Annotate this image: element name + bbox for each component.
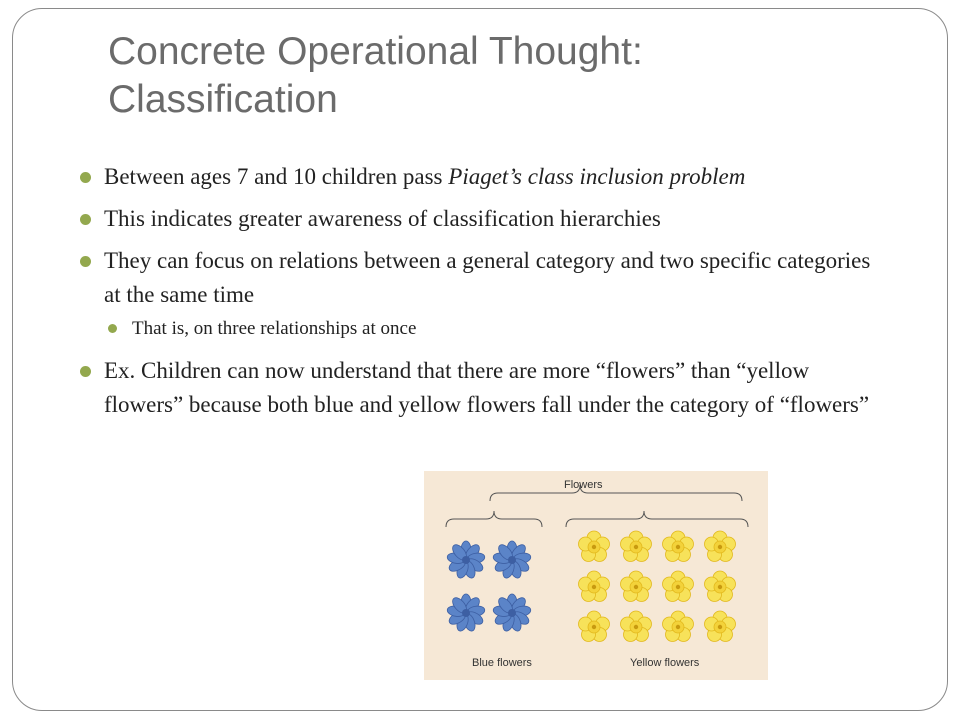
bullet-list: [80, 160, 880, 422]
yellow-flower: [705, 611, 736, 642]
yellow-flowers-label: Yellow flowers: [630, 657, 700, 669]
slide-title: [108, 28, 908, 124]
blue-flower: [446, 541, 485, 580]
yellow-bracket: [566, 511, 748, 527]
bullet-3-text: They can focus on relations between a general category and two specific categories at the same time: [104, 248, 871, 307]
flowers-label: Flowers: [564, 479, 603, 491]
flowers-figure: [424, 471, 768, 680]
blue-flowers-label: Blue flowers: [472, 657, 532, 669]
bullet-relations: [80, 244, 880, 344]
yellow-flower: [705, 571, 736, 602]
blue-flower: [492, 594, 531, 633]
bullet-class-inclusion: [80, 160, 880, 194]
yellow-flower: [705, 531, 736, 562]
yellow-flower: [579, 571, 610, 602]
yellow-flower: [663, 531, 694, 562]
sub-bullet-three-relationships: That is, on three relationships at once: [104, 314, 880, 344]
blue-flower: [446, 594, 485, 633]
yellow-flower: [579, 611, 610, 642]
title-line-2: Classification: [108, 78, 338, 121]
title-line-1: Concrete Operational Thought:: [108, 30, 643, 73]
yellow-flower: [663, 571, 694, 602]
top-bracket: [490, 485, 742, 501]
sub-bullet-list: [104, 314, 880, 344]
yellow-flower: [579, 531, 610, 562]
yellow-flower: [621, 611, 652, 642]
blue-flower: [492, 541, 531, 580]
bullet-1-italic: Piaget’s class inclusion problem: [448, 164, 746, 189]
blue-bracket: [446, 511, 542, 527]
yellow-flower: [621, 571, 652, 602]
yellow-flower: [663, 611, 694, 642]
bullet-example: Ex. Children can now understand that there are more “flowers” than “yellow flowers” because both blue and yellow flowers fall under the category of “flowers”: [80, 354, 880, 422]
flowers-illustration: [424, 471, 768, 680]
yellow-flower: [621, 531, 652, 562]
bullet-hierarchies: This indicates greater awareness of classification hierarchies: [80, 202, 880, 236]
bullet-1-text: Between ages 7 and 10 children pass: [104, 164, 449, 189]
